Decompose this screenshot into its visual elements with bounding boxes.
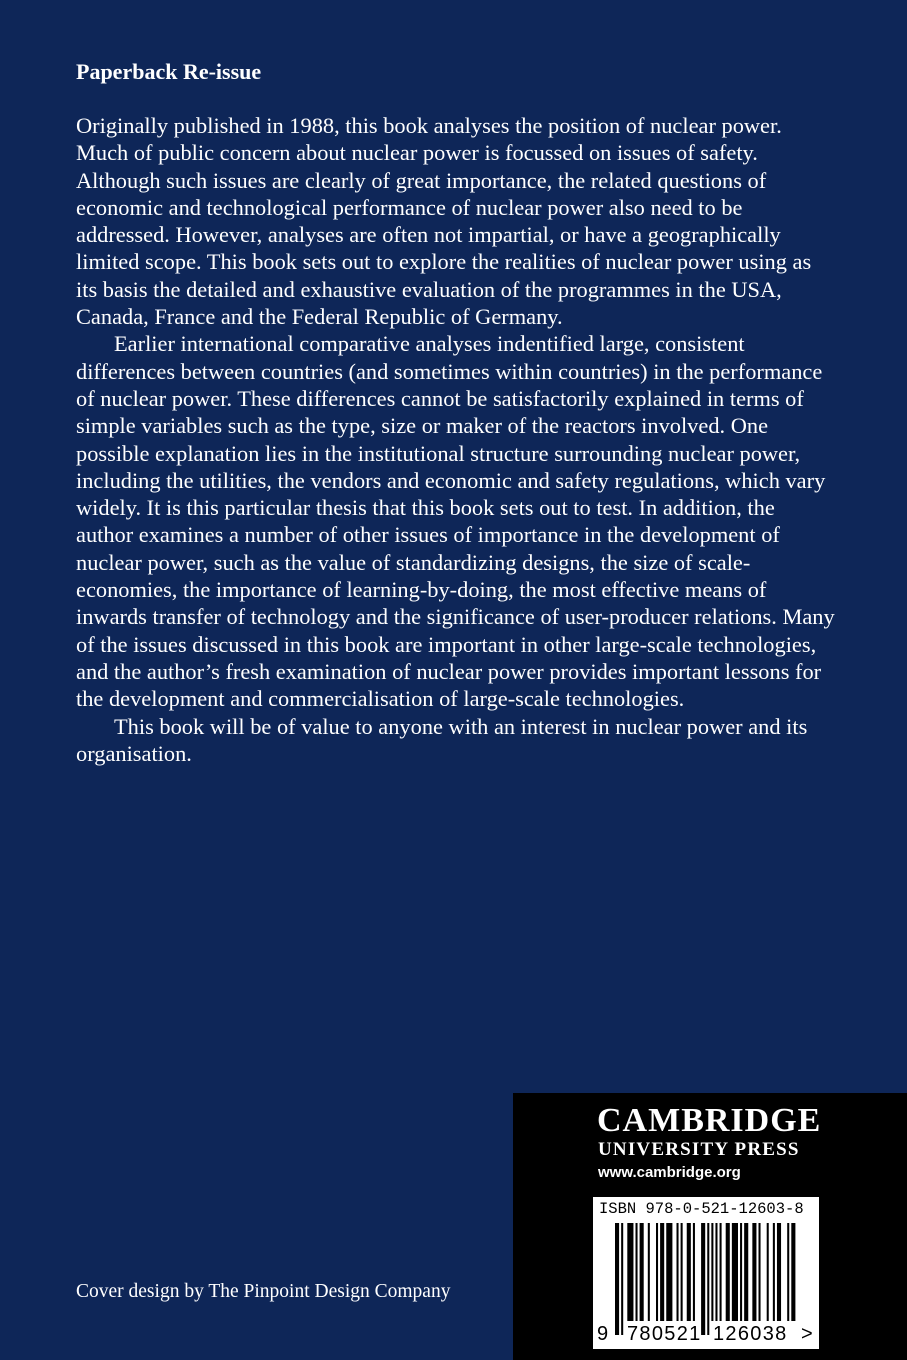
barcode-bar <box>726 1223 730 1321</box>
blurb-paragraph-1: Originally published in 1988, this book analyses the position of nuclear power. Much of public concern about nuclear power is focussed on issues of safety. Although such issues are clearly of great importance, the related questions of economic and technological performance of nuclear power also need to be addressed. However, analyses are often not impartial, or have a geographically limited scope. This book sets out to explore the realities of nuclear power using as its basis the detailed and exhaustive evaluation of the programmes in the USA, Canada, France and the Federal Republic of Germany. <box>76 113 812 330</box>
barcode-bar <box>640 1223 644 1321</box>
barcode-bar <box>732 1223 738 1321</box>
blurb-text <box>76 112 836 767</box>
barcode-bar <box>720 1223 722 1321</box>
barcode-bar <box>707 1223 709 1335</box>
barcode-bar <box>636 1223 638 1321</box>
cover-heading: Paperback Re-issue <box>76 59 262 84</box>
publisher-url: www.cambridge.org <box>598 1164 741 1181</box>
barcode-bar <box>773 1223 775 1321</box>
barcode-bar <box>711 1223 713 1321</box>
barcode-bar <box>660 1223 664 1321</box>
barcode-bar <box>681 1223 683 1321</box>
barcode-bar <box>701 1223 705 1335</box>
blurb-paragraph-2: Earlier international comparative analyses indentified large, consistent differences between countries (and sometimes within countries) in the performance of nuclear power. These differences cannot be satisfactorily explained in terms of simple variables such as the type, size or maker of the reactors involved. One possible explanation lies in the institutional structure surrounding nuclear power, including the utilities, the vendors and economic and safety regulations, which vary widely. It is this particular thesis that this book sets out to test. In addition, the author examines a number of other issues of importance in the development of nuclear power, such as the value of standardizing designs, the size of scale-economies, the importance of learning-by-doing, the most effective means of inwards transfer of technology and the significance of user-producer relations. Many of the issues discussed in this book are important in other large-scale technologies, and the author’s fresh examination of nuclear power provides important lessons for the development and commercialisation of large-scale technologies. <box>76 331 835 712</box>
barcode <box>593 1197 819 1349</box>
barcode-bar <box>615 1223 619 1335</box>
barcode-bar <box>666 1223 672 1321</box>
blurb-paragraph-3: This book will be of value to anyone with an interest in nuclear power and its organisation. <box>76 713 808 766</box>
publisher-logo-name: CAMBRIDGE <box>597 1102 822 1139</box>
isbn-label: ISBN 978-0-521-12603-8 <box>599 1200 804 1218</box>
publisher-logo-subtitle: UNIVERSITY PRESS <box>598 1139 800 1160</box>
barcode-bar <box>767 1223 769 1321</box>
barcode-bar <box>656 1223 658 1321</box>
barcode-bar <box>777 1223 781 1321</box>
barcode-bar <box>752 1223 756 1321</box>
barcode-bar <box>627 1223 633 1321</box>
barcode-bar <box>687 1223 691 1321</box>
barcode-bar <box>744 1223 748 1321</box>
barcode-bar <box>759 1223 761 1321</box>
barcode-bar <box>787 1223 789 1321</box>
barcode-bar <box>621 1223 623 1335</box>
barcode-digits-left: 780521 <box>627 1323 702 1345</box>
barcode-digits-right: 126038 <box>713 1323 788 1345</box>
publisher-panel <box>513 1093 907 1360</box>
barcode-digit-lead: 9 <box>597 1323 609 1345</box>
barcode-bar <box>693 1223 695 1321</box>
barcode-bar <box>791 1223 795 1321</box>
cover-design-credit: Cover design by The Pinpoint Design Company <box>76 1281 451 1302</box>
barcode-bar <box>677 1223 679 1321</box>
barcode-bar <box>740 1223 742 1321</box>
barcode-bar <box>648 1223 650 1321</box>
barcode-quiet-mark: > <box>801 1323 813 1345</box>
barcode-bar <box>715 1223 717 1321</box>
